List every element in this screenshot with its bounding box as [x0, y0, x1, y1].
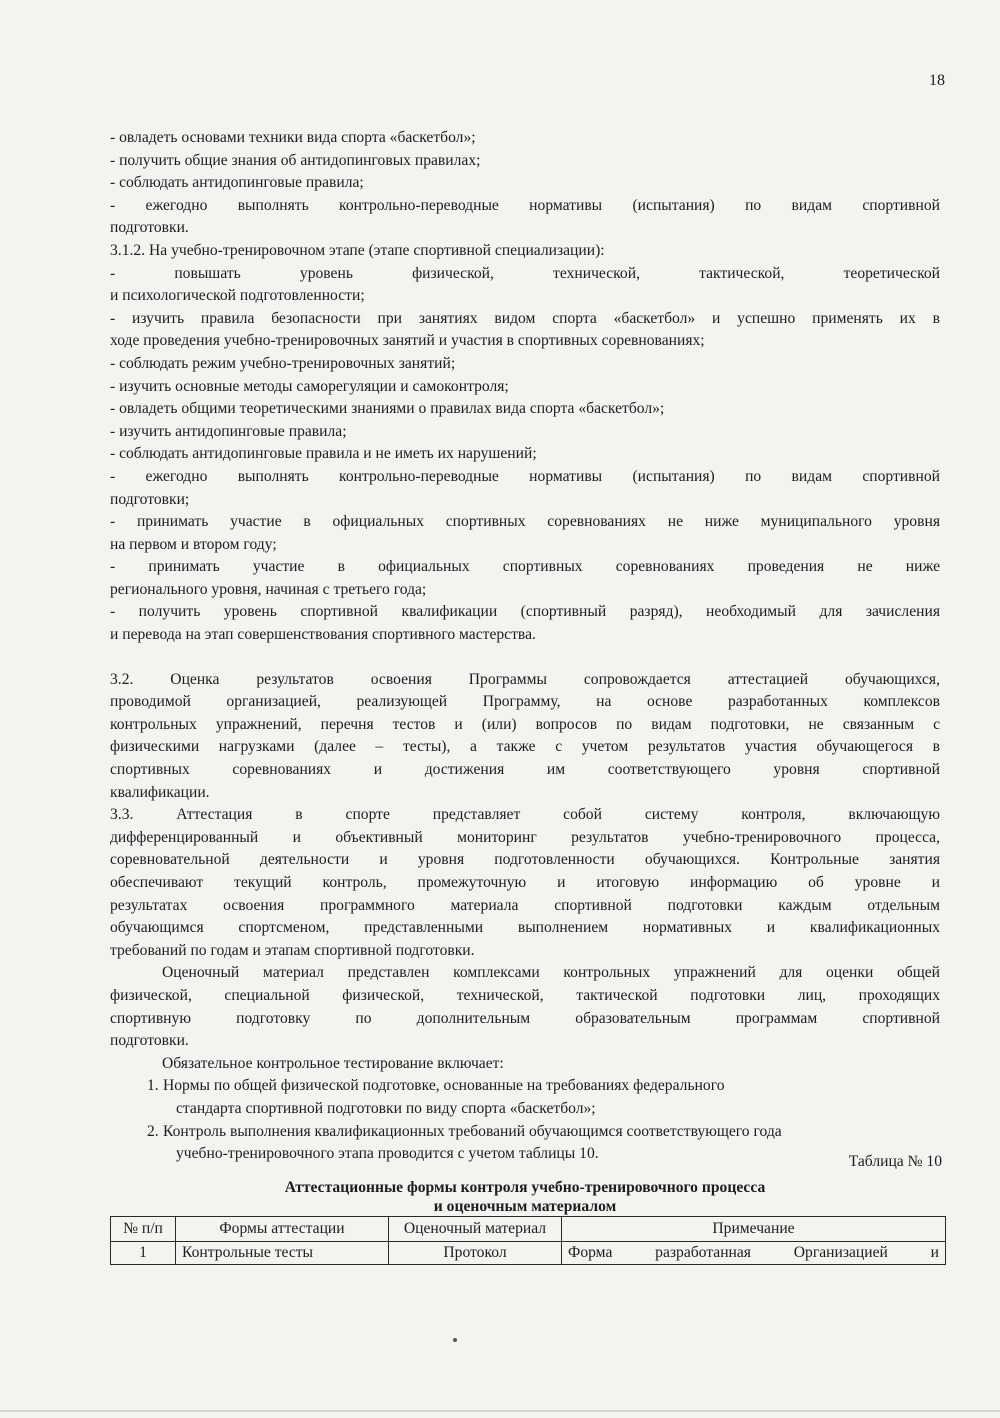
text-line: дифференцированный и объективный мониторинг результатов учебно-тренировочного процесса,	[110, 828, 940, 846]
text-line: соревновательной деятельности и уровня подготовленности обучающихся. Контрольные занятия	[110, 851, 940, 869]
section-heading: 3.1.2. На учебно-тренировочном этапе (этапе спортивной специализации):	[110, 241, 605, 259]
list-item	[110, 1121, 940, 1144]
text-line: - повышать уровень физической, технической, тактической, теоретической	[110, 264, 940, 282]
cell-form: Контрольные тесты	[176, 1242, 389, 1265]
text-line: - принимать участие в официальных спортивных соревнованиях не ниже муниципального уровня	[110, 513, 940, 531]
scan-speck	[453, 1338, 457, 1342]
page-edge	[0, 1410, 1000, 1412]
text-line: подготовки;	[110, 490, 190, 508]
text-line: регионального уровня, начиная с третьего года;	[110, 580, 427, 598]
text-line: подготовки.	[110, 1032, 189, 1050]
text-line: 3.2. Оценка результатов освоения Программы сопровождается аттестацией обучающихся,	[110, 670, 940, 688]
header-form: Формы аттестации	[176, 1217, 389, 1242]
list-number: 2.	[147, 1122, 159, 1140]
text-line: - ежегодно выполнять контрольно-переводные нормативы (испытания) по видам спортивной	[110, 196, 940, 214]
table-title	[110, 1178, 940, 1216]
list-text: Контроль выполнения квалификационных требований обучающимся соответствующего года	[163, 1122, 782, 1140]
page-number: 18	[929, 72, 945, 89]
text-line: физической, специальной физической, технической, тактической подготовки лиц, проходящих	[110, 986, 940, 1004]
list-item	[110, 1075, 940, 1098]
text-line: ходе проведения учебно-тренировочных занятий и участия в спортивных соревнованиях;	[110, 332, 705, 350]
text-line: спортивных соревнованиях и достижения им соответствующего уровня спортивной	[110, 761, 940, 779]
text-line: 3.3. Аттестация в спорте представляет собой систему контроля, включающую	[110, 806, 940, 824]
text-line: - изучить правила безопасности при занятиях видом спорта «баскетбол» и успешно применять их в	[110, 309, 940, 327]
document-body	[110, 127, 940, 1166]
text-line: на первом и втором году;	[110, 535, 277, 553]
text-line: Оценочный материал представлен комплексами контрольных упражнений для оценки общей	[162, 964, 940, 982]
header-num: № п/п	[111, 1217, 176, 1242]
table-title-line: и оценочным материалом	[433, 1198, 617, 1215]
text-line: - получить общие знания об антидопинговых правилах;	[110, 151, 481, 169]
text-line: спортивную подготовку по дополнительным образовательным программам спортивной	[110, 1009, 940, 1027]
text-line: - овладеть общими теоретическими знаниями о правилах вида спорта «баскетбол»;	[110, 400, 665, 418]
text-line: подготовки.	[110, 219, 189, 237]
text-line: обеспечивают текущий контроль, промежуточную и итоговую информацию об уровне и	[110, 874, 940, 891]
cell-note: Форма разработанная Организацией и	[562, 1242, 946, 1265]
text-line: квалификации.	[110, 783, 210, 801]
text-line: - соблюдать режим учебно-тренировочных занятий;	[110, 354, 456, 372]
text-line: контрольных упражнений, перечня тестов и (или) вопросов по видам подготовки, не связанным с	[110, 715, 940, 733]
text-line: - получить уровень спортивной квалификации (спортивный разряд), необходимый для зачисления	[110, 603, 940, 621]
text-line: требований по годам и этапам спортивной подготовки.	[110, 941, 475, 959]
text-line: - принимать участие в официальных спортивных соревнованиях проведения не ниже	[110, 558, 940, 576]
cell-num: 1	[111, 1242, 176, 1265]
text-line: результатах освоения программного материала спортивной подготовки каждым отдельным	[110, 896, 940, 914]
text-line: проводимой организацией, реализующей Программу, на основе разработанных комплексов	[110, 693, 940, 711]
text-line: физическими нагрузками (далее – тесты), а также с учетом результатов участия обучающегося в	[110, 738, 940, 756]
cell-material: Протокол	[389, 1242, 562, 1265]
text-line: - изучить основные методы саморегуляции и самоконтроля;	[110, 377, 509, 395]
table-title-line: Аттестационные формы контроля учебно-тренировочного процесса	[284, 1179, 766, 1196]
text-line: - соблюдать антидопинговые правила и не иметь их нарушений;	[110, 445, 537, 463]
text-line: - овладеть основами техники вида спорта «баскетбол»;	[110, 129, 476, 146]
list-continuation: стандарта спортивной подготовки по виду спорта «баскетбол»;	[176, 1099, 596, 1117]
text-line: и перевода на этап совершенствования спортивного мастерства.	[110, 626, 536, 644]
header-note: Примечание	[562, 1217, 946, 1242]
text-line: - соблюдать антидопинговые правила;	[110, 174, 364, 192]
list-text: Нормы по общей физической подготовке, основанные на требованиях федерального	[163, 1077, 725, 1095]
text-line: - изучить антидопинговые правила;	[110, 422, 347, 440]
text-line: Обязательное контрольное тестирование включает:	[162, 1054, 504, 1072]
text-line: обучающимся спортсменом, представленными выполнением нормативных и квалификационных	[110, 919, 940, 937]
table-header-row	[111, 1217, 946, 1242]
table-label: Таблица № 10	[848, 1153, 942, 1170]
attestation-table	[110, 1216, 946, 1265]
table-row	[111, 1242, 946, 1265]
text-line: - ежегодно выполнять контрольно-переводные нормативы (испытания) по видам спортивной	[110, 467, 940, 485]
text-line: и психологической подготовленности;	[110, 287, 365, 305]
list-continuation: учебно-тренировочного этапа проводится с учетом таблицы 10.	[176, 1145, 599, 1163]
header-material: Оценочный материал	[389, 1217, 562, 1242]
list-number: 1.	[147, 1077, 159, 1095]
